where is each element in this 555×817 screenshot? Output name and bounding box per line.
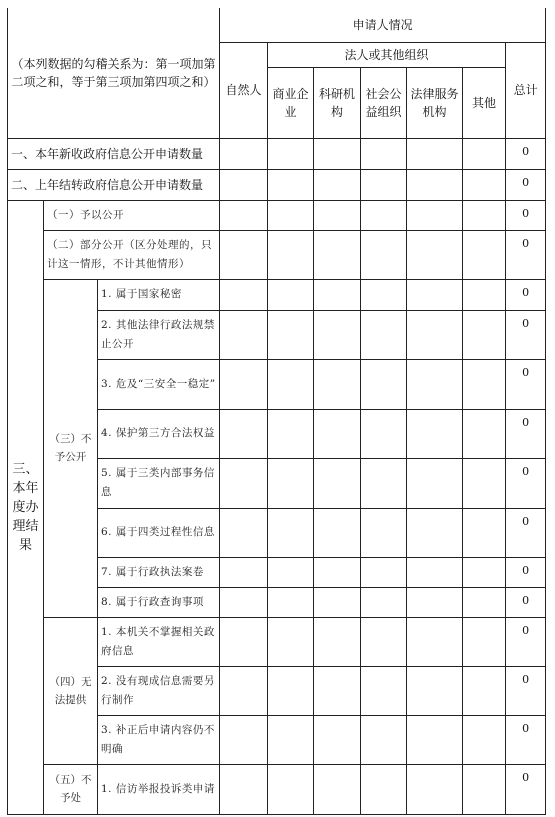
natural-person-header: 自然人 — [220, 42, 268, 138]
relation-note: （本列数据的勾稽关系为：第一项加第二项之和，等于第三项加第四项之和） — [11, 56, 216, 89]
gov-info-disclosure-table — [7, 8, 546, 815]
row-label: 1. 信访举报投诉类申请 — [98, 764, 220, 814]
total-cell: 0 — [506, 169, 546, 200]
total-cell: 0 — [506, 138, 546, 169]
legal-service-org-header: 法律服务机构 — [407, 67, 463, 138]
row-label: 1. 本机关不掌握相关政府信息 — [98, 617, 220, 666]
other-header: 其他 — [463, 67, 506, 138]
not-handled-group-label: （五）不予处 — [44, 764, 98, 814]
applicant-situation-header: 申请人情况 — [220, 8, 546, 42]
total-cell: 0 — [506, 764, 546, 814]
table-row — [8, 764, 546, 814]
total-cell: 0 — [506, 279, 546, 310]
total-cell: 0 — [506, 666, 546, 715]
unable-group-label: （四）无法提供 — [44, 617, 98, 764]
research-institution-header: 科研机构 — [314, 67, 361, 138]
total-cell: 0 — [506, 587, 546, 617]
commercial-enterprise-header: 商业企业 — [268, 67, 314, 138]
row-label: （一）予以公开 — [44, 200, 220, 230]
row-label: （二）部分公开（区分处理的，只计这一情形，不计其他情形） — [44, 230, 220, 279]
total-cell: 0 — [506, 557, 546, 587]
total-cell: 0 — [506, 715, 546, 764]
row-label: 二、上年结转政府信息公开申请数量 — [8, 169, 220, 200]
row-label: 1. 属于国家秘密 — [98, 279, 220, 310]
row-label: 2. 没有现成信息需要另行制作 — [98, 666, 220, 715]
table-row — [8, 169, 546, 200]
relation-note-cell — [8, 8, 220, 138]
table-row — [8, 230, 546, 279]
row-label: 5. 属于三类内部事务信息 — [98, 458, 220, 508]
row-label: 4. 保护第三方合法权益 — [98, 409, 220, 458]
row-label: 3. 危及“三安全一稳定” — [98, 359, 220, 409]
row-label: 2. 其他法律行政法规禁止公开 — [98, 310, 220, 359]
total-cell: 0 — [506, 230, 546, 279]
total-cell: 0 — [506, 310, 546, 359]
table-row — [8, 138, 546, 169]
total-cell: 0 — [506, 359, 546, 409]
total-header: 总计 — [506, 42, 546, 138]
table-row — [8, 617, 546, 666]
not-disclose-group-label: （三）不予公开 — [44, 279, 98, 617]
row-label: 8. 属于行政查询事项 — [98, 587, 220, 617]
table-row — [8, 279, 546, 310]
row-label: 一、本年新收政府信息公开申请数量 — [8, 138, 220, 169]
total-cell: 0 — [506, 508, 546, 557]
section3-label-cell — [8, 200, 44, 814]
section3-label: 三、本年度办理结果 — [12, 461, 39, 553]
legal-entity-group-header: 法人或其他组织 — [268, 42, 506, 67]
total-cell: 0 — [506, 617, 546, 666]
total-cell: 0 — [506, 409, 546, 458]
public-welfare-org-header: 社会公益组织 — [361, 67, 407, 138]
total-cell: 0 — [506, 458, 546, 508]
table-row — [8, 200, 546, 230]
total-cell: 0 — [506, 200, 546, 230]
row-label: 7. 属于行政执法案卷 — [98, 557, 220, 587]
row-label: 6. 属于四类过程性信息 — [98, 508, 220, 557]
row-label: 3. 补正后申请内容仍不明确 — [98, 715, 220, 764]
